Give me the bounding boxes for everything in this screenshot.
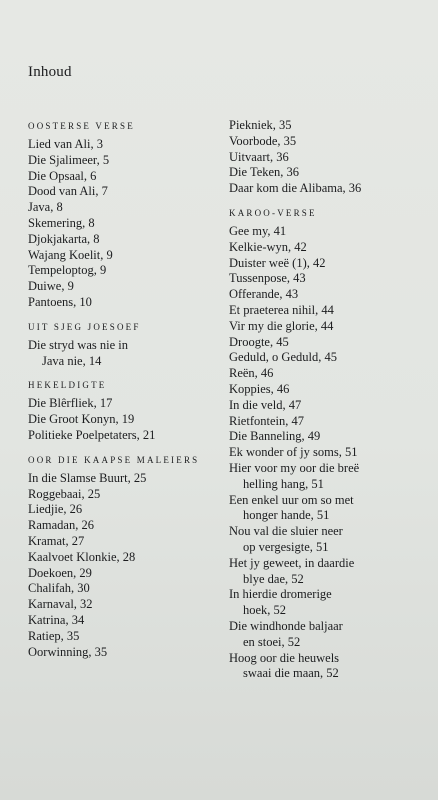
contents-entry — [229, 350, 429, 366]
contents-entry — [28, 645, 228, 661]
entry-title: Ramadan, 26 — [28, 518, 94, 533]
entry-title: Die Sjalimeer, 5 — [28, 152, 110, 167]
entry-title: Voorbode, 35 — [229, 133, 297, 148]
entry-title: Hier voor my oor die breë — [229, 460, 360, 475]
entry-title: In die Slamse Buurt, 25 — [28, 470, 147, 485]
contents-entry — [229, 335, 429, 351]
entry-title: Reën, 46 — [229, 366, 274, 381]
entry-title: In die veld, 47 — [229, 397, 302, 412]
entry-title: Die Banneling, 49 — [229, 429, 321, 444]
contents-entry — [229, 165, 429, 181]
entry-title: Die Blêrfliek, 17 — [28, 396, 113, 411]
contents-entry — [229, 382, 429, 398]
entry-title: Een enkel uur om so met — [229, 492, 354, 507]
contents-entry — [28, 412, 228, 428]
entry-title: Chalifah, 30 — [28, 581, 90, 596]
entry-continuation: hoek, 52 — [243, 603, 287, 618]
entry-title: Wajang Koelit, 9 — [28, 247, 113, 262]
entry-continuation: swaai die maan, 52 — [243, 666, 339, 681]
entry-title: Uitvaart, 36 — [229, 149, 289, 164]
entry-title: Vir my die glorie, 44 — [229, 318, 334, 333]
contents-section — [229, 118, 429, 197]
contents-section — [229, 207, 429, 682]
contents-entry — [229, 224, 429, 240]
entry-title: Karnaval, 32 — [28, 597, 93, 612]
contents-entry — [28, 295, 228, 311]
entry-title: In hierdie dromerige — [229, 587, 332, 602]
entry-title: Djokjakarta, 8 — [28, 231, 100, 246]
section-title: UIT SJEG JOESOEF — [28, 321, 141, 332]
contents-entry — [28, 471, 228, 487]
contents-entry — [28, 216, 228, 232]
contents-section — [28, 120, 228, 311]
entry-title: Piekniek, 35 — [229, 118, 292, 132]
contents-entry — [28, 153, 228, 169]
section-title: OOSTERSE VERSE — [28, 121, 135, 131]
contents-entry — [28, 338, 228, 370]
contents-entry — [229, 181, 429, 197]
contents-entry — [229, 319, 429, 335]
contents-entry — [28, 169, 228, 185]
contents-entry — [229, 256, 429, 272]
contents-entry — [28, 566, 228, 582]
contents-entry — [28, 502, 228, 518]
entry-title: Gee my, 41 — [229, 223, 287, 238]
contents-entry — [28, 396, 228, 412]
contents-entry — [28, 518, 228, 534]
contents-entry — [229, 587, 429, 619]
contents-section — [28, 321, 228, 370]
entry-title: Droogte, 45 — [229, 334, 289, 349]
entry-title: Pantoens, 10 — [28, 294, 92, 309]
entry-title: Geduld, o Geduld, 45 — [229, 350, 337, 365]
section-title: OOR DIE KAAPSE MALEIERS — [28, 454, 200, 465]
entry-continuation: honger hande, 51 — [243, 508, 330, 523]
entry-title: Die Opsaal, 6 — [28, 168, 97, 183]
entry-title: Ek wonder of jy soms, 51 — [229, 445, 358, 460]
contents-entry — [229, 461, 429, 493]
entry-title: Kelkie-wyn, 42 — [229, 239, 307, 254]
contents-entry — [229, 524, 429, 556]
contents-entry — [229, 445, 429, 461]
contents-entry — [229, 619, 429, 651]
contents-entry — [229, 287, 429, 303]
contents-entry — [28, 279, 228, 295]
contents-entry — [229, 150, 429, 166]
contents-entry — [28, 248, 228, 264]
entry-title: Die stryd was nie in — [28, 337, 128, 352]
entry-title: Dood van Ali, 7 — [28, 184, 108, 199]
contents-entry — [229, 429, 429, 445]
contents-entry — [28, 263, 228, 279]
entry-title: Koppies, 46 — [229, 381, 290, 396]
contents-entry — [229, 414, 429, 430]
contents-entry — [28, 550, 228, 566]
contents-entry — [28, 581, 228, 597]
entry-title: Nou val die sluier neer — [229, 524, 343, 539]
entry-title: Tussenpose, 43 — [229, 271, 306, 286]
contents-section — [28, 379, 228, 443]
contents-entry — [28, 629, 228, 645]
entry-title: Kaalvoet Klonkie, 28 — [28, 549, 136, 564]
entry-title: Het jy geweet, in daardie — [229, 555, 355, 570]
contents-entry — [28, 200, 228, 216]
entry-title: Daar kom die Alibama, 36 — [229, 181, 362, 196]
entry-title: Kramat, 27 — [28, 533, 85, 548]
entry-title: Offerande, 43 — [229, 287, 299, 302]
entry-title: Die Teken, 36 — [229, 165, 300, 180]
entry-title: Skemering, 8 — [28, 215, 95, 230]
contents-column-right — [229, 118, 429, 692]
entry-title: Roggebaai, 25 — [28, 486, 101, 501]
contents-entry — [28, 613, 228, 629]
entry-title: Oorwinning, 35 — [28, 644, 108, 659]
contents-entry — [28, 428, 228, 444]
entry-continuation: helling hang, 51 — [243, 476, 324, 491]
entry-title: Katrina, 34 — [28, 612, 85, 627]
entry-title: Duister weë (1), 42 — [229, 255, 326, 270]
contents-entry — [229, 366, 429, 382]
contents-entry — [28, 232, 228, 248]
entry-title: Liedjie, 26 — [28, 502, 83, 517]
entry-continuation: Java nie, 14 — [42, 353, 102, 368]
contents-entry — [28, 137, 228, 153]
contents-entry — [28, 184, 228, 200]
contents-entry — [229, 303, 429, 319]
entry-title: Lied van Ali, 3 — [28, 137, 103, 151]
entry-title: Doekoen, 29 — [28, 565, 92, 580]
entry-continuation: en stoei, 52 — [243, 634, 301, 649]
contents-entry — [229, 398, 429, 414]
entry-title: Rietfontein, 47 — [229, 413, 304, 428]
contents-entry — [28, 534, 228, 550]
section-title: HEKELDIGTE — [28, 380, 107, 391]
contents-entry — [229, 493, 429, 525]
entry-title: Java, 8 — [28, 200, 63, 215]
contents-entry — [229, 134, 429, 150]
entry-title: Tempeloptog, 9 — [28, 263, 107, 278]
contents-entry — [28, 597, 228, 613]
entry-continuation: blye dae, 52 — [243, 571, 304, 586]
contents-section — [28, 454, 228, 661]
entry-title: Ratiep, 35 — [28, 628, 80, 643]
entry-continuation: op vergesigte, 51 — [243, 539, 329, 554]
contents-entry — [229, 556, 429, 588]
entry-title: Et praeterea nihil, 44 — [229, 302, 334, 317]
section-title: KAROO-VERSE — [229, 207, 317, 218]
entry-title: Hoog oor die heuwels — [229, 650, 340, 665]
entry-title: Die Groot Konyn, 19 — [28, 412, 135, 427]
contents-entry — [229, 118, 429, 134]
contents-entry — [229, 651, 429, 683]
page-title: Inhoud — [28, 64, 72, 80]
contents-entry — [229, 240, 429, 256]
entry-title: Die windhonde baljaar — [229, 618, 343, 633]
contents-entry — [28, 487, 228, 503]
contents-entry — [229, 271, 429, 287]
contents-column-left — [28, 118, 228, 670]
entry-title: Politieke Poelpetaters, 21 — [28, 427, 156, 442]
entry-title: Duiwe, 9 — [28, 279, 74, 294]
